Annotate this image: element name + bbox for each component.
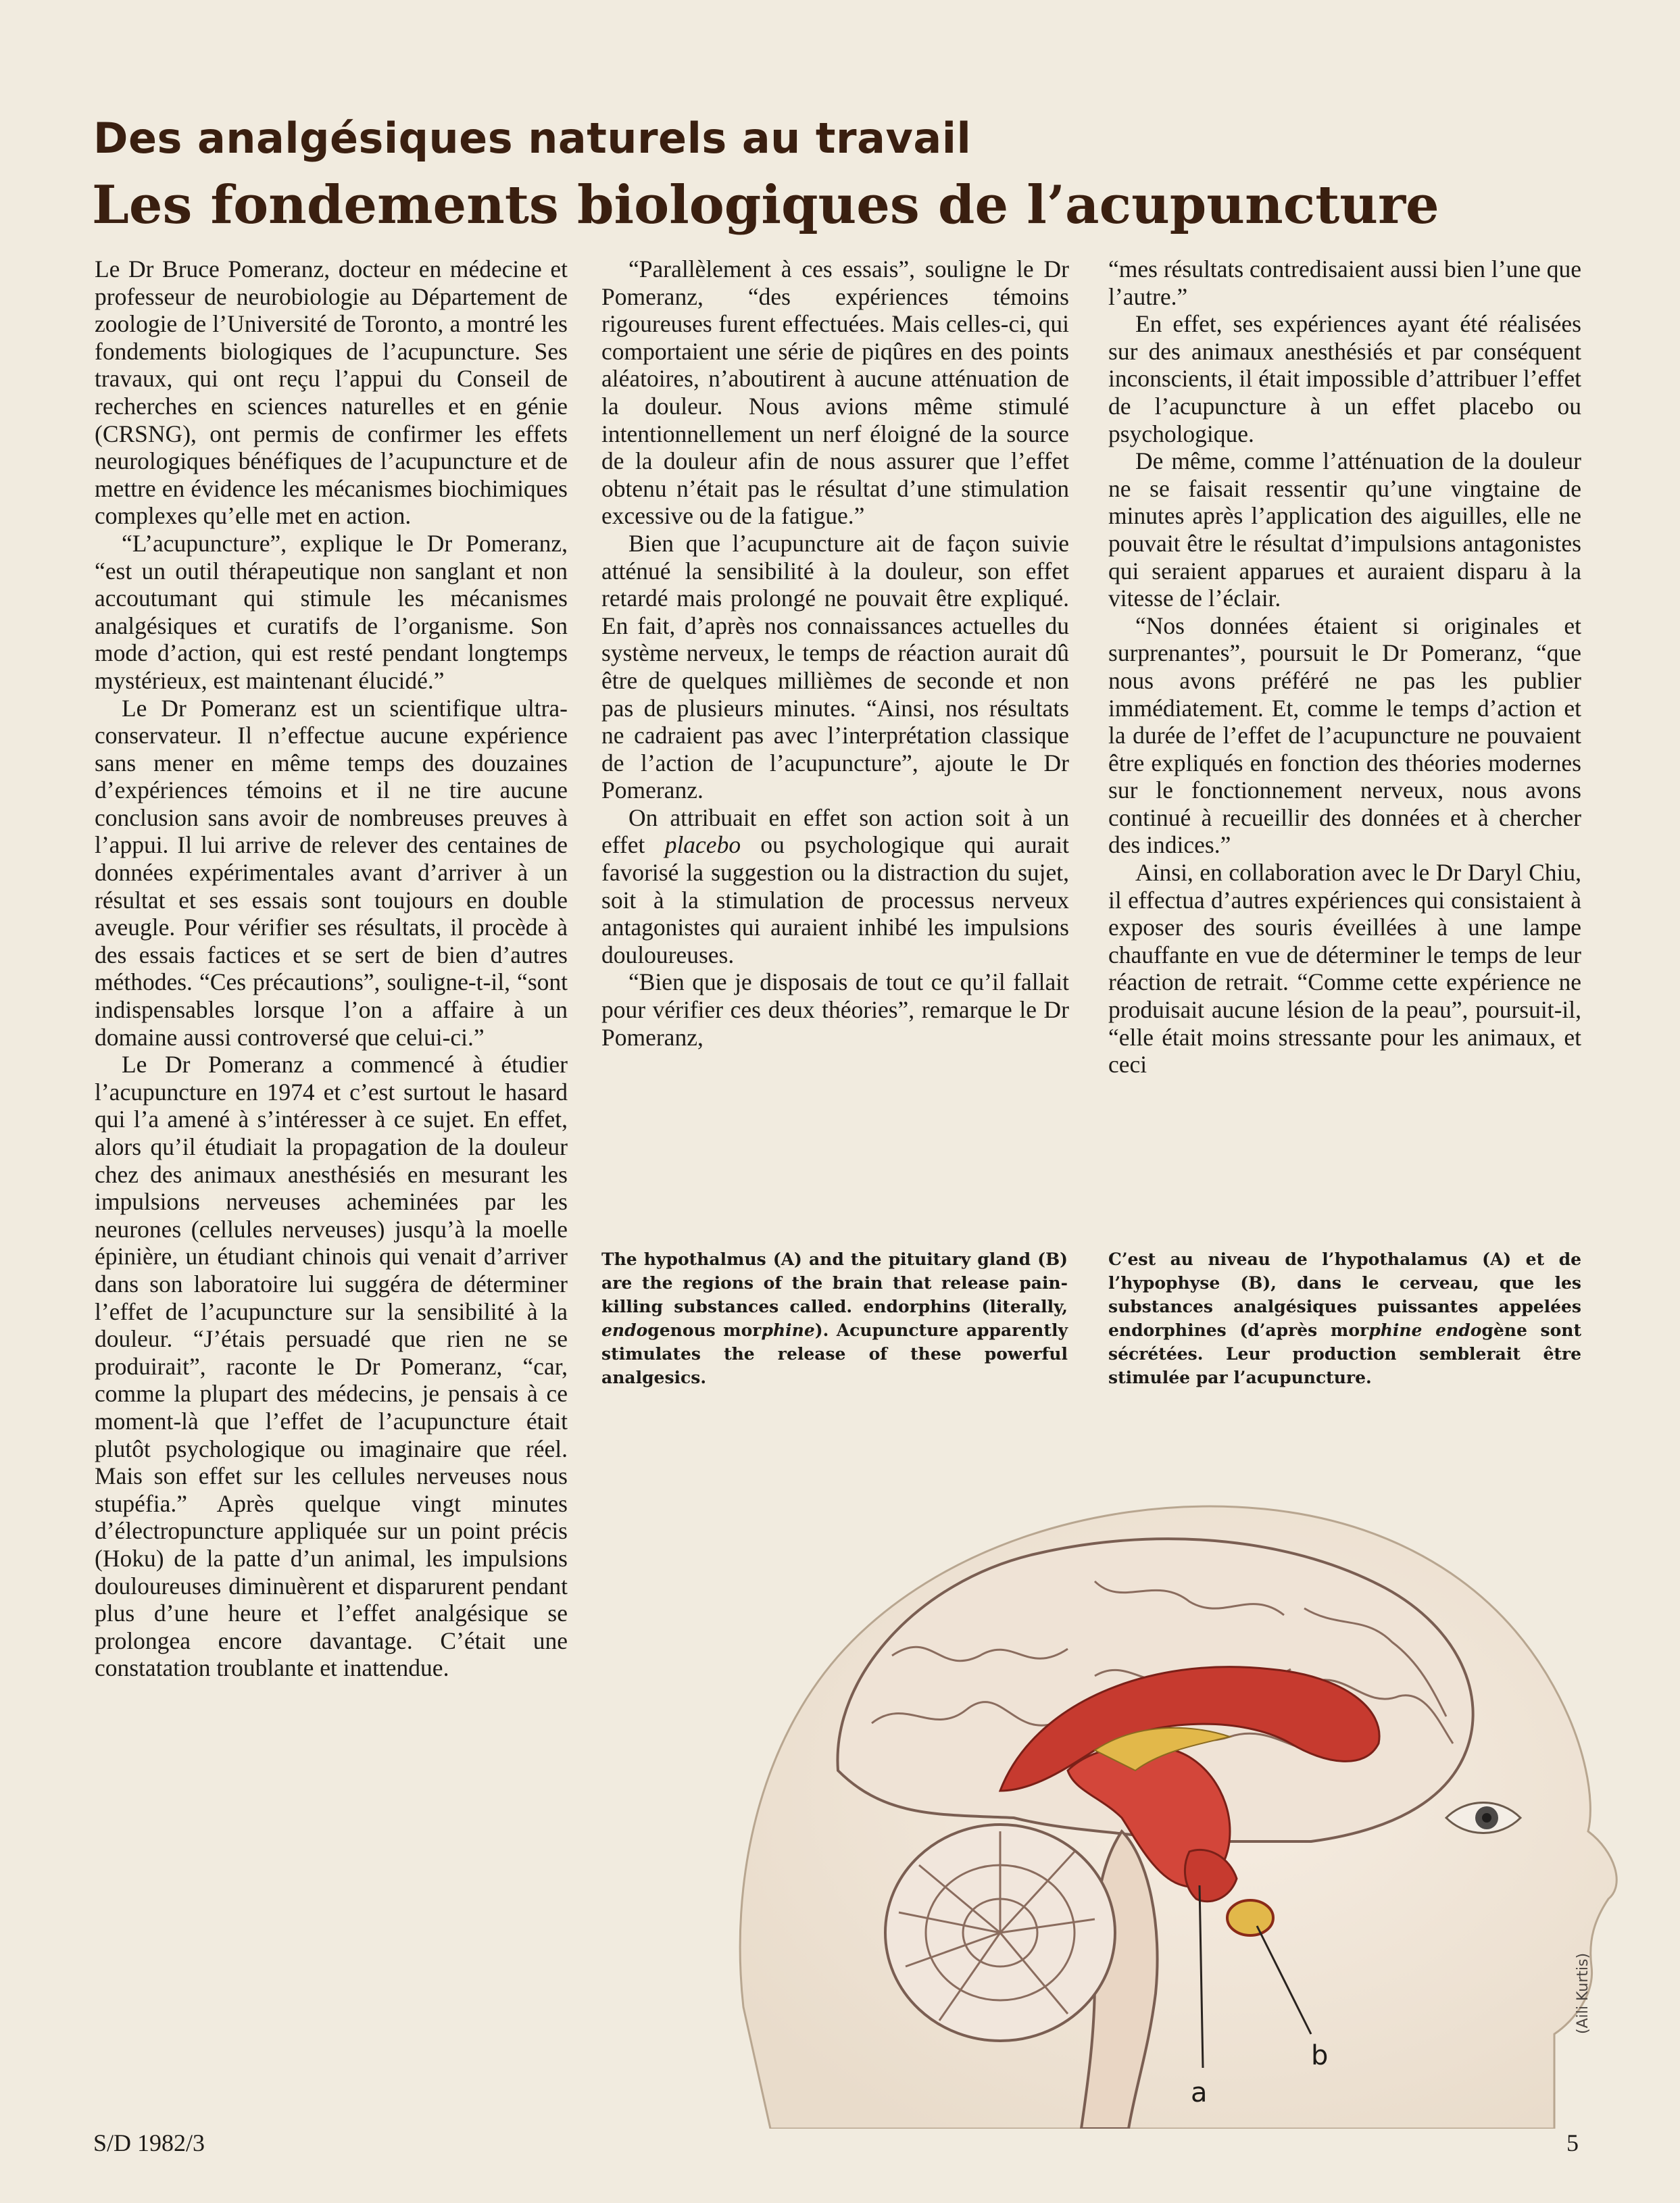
article-title: Les fondements biologiques de l’acupuncture: [92, 174, 1439, 236]
label-b: b: [1311, 2040, 1329, 2071]
text-column-1: [95, 255, 568, 1682]
text-run: The hypothalmus (A) and the pituitary gland (B) are the regions of the brain that release pain-killing substances called. endorphins (literally,: [601, 1249, 1068, 1316]
figure-caption-english: [601, 1247, 1068, 1389]
text-run: gène sont sécrétées. Leur production semblerait être stimulée par l’acupuncture.: [1108, 1320, 1581, 1387]
paragraph: “Bien que je disposais de tout ce qu’il fallait pour vérifier ces deux théories”, remarque le Dr Pomeranz,: [601, 968, 1069, 1051]
page-number: 5: [1566, 2129, 1579, 2156]
illustration-credit: (Aili Kurtis): [1575, 1952, 1591, 2034]
emphasis: phine endo: [1368, 1320, 1482, 1340]
paragraph: Le Dr Pomeranz est un scientifique ultra-conservateur. Il n’effectue aucune expérience sans mener en même temps des douzaines d’expériences témoins et il ne tire aucune conclusion sans avoir de nombreuses preuves à l’appui. Il lui arrive de relever des centaines de données expérimentales avant d’arriver à un résultat et ses essais sont toujours en double aveugle. Pour vérifier ses résultats, il procède à des essais factices et se sert de bien d’autres méthodes. “Ces précautions”, souligne-t-il, “sont indispensables lorsque l’on a affaire à un domaine aussi controversé que celui-ci.”: [95, 694, 568, 1051]
issue-number: S/D 1982/3: [93, 2129, 205, 2156]
emphasis-placebo: placebo: [664, 831, 741, 859]
paragraph: “Parallèlement à ces essais”, souligne le Dr Pomeranz, “des expériences témoins rigoureuses furent effectuées. Mais celles-ci, qui comportaient une série de piqûres en des points aléatoires, n’aboutirent à aucune atténuation de la douleur. Nous avions même stimulé intentionnellement un nerf éloigné de la source de la douleur afin de nous assurer que l’effet obtenu n’était pas le résultat d’une stimulation excessive ou de la fatigue.”: [601, 255, 1069, 530]
paragraph: En effet, ses expériences ayant été réalisées sur des animaux anesthésiés et par conséquent inconscients, il était impossible d’attribuer l’effet de l’acupuncture à un effet placebo ou psychologique.: [1108, 310, 1581, 447]
label-a: a: [1191, 2077, 1208, 2108]
text-run: On attribuait en effet son action soit à un effet: [601, 803, 1069, 859]
text-run: genous mor: [647, 1320, 762, 1340]
figure-caption-french: [1108, 1247, 1581, 1389]
article-kicker: Des analgésiques naturels au travail: [93, 114, 972, 163]
paragraph: [601, 804, 1069, 969]
brain-cross-section-illustration: [716, 1453, 1635, 2129]
pituitary-gland: [1227, 1900, 1273, 1935]
cerebellum: [885, 1825, 1115, 2041]
paragraph: “L’acupuncture”, explique le Dr Pomeranz, “est un outil thérapeutique non sanglant et non accoutumant qui stimule les mécanismes analgésiques et curatifs de l’organisme. Son mode d’action, qui est resté pendant longtemps mystérieux, est maintenant élucidé.”: [95, 529, 568, 694]
text-run: ). Acupuncture apparently stimulates the release of these powerful analgesics.: [601, 1320, 1068, 1387]
paragraph: De même, comme l’atténuation de la douleur ne se faisait ressentir qu’une vingtaine de minutes après l’application des aiguilles, elle ne pouvait être le résultat d’impulsions antagonistes qui seraient apparues et auraient disparu à la vitesse de l’éclair.: [1108, 447, 1581, 612]
paragraph: “mes résultats contredisaient aussi bien l’une que l’autre.”: [1108, 255, 1581, 310]
text-run: C’est au niveau de l’hypothalamus (A) et de l’hypophyse (B), dans le cerveau, que les substances analgésiques puissantes appelées endorphines (d’après mor: [1108, 1249, 1581, 1340]
text-column-3: [1108, 255, 1581, 1079]
paragraph: Le Dr Pomeranz a commencé à étudier l’acupuncture en 1974 et c’est surtout le hasard qui l’a amené à s’intéresser à ce sujet. En effet, alors qu’il étudiait la propagation de la douleur chez des animaux anesthésiés en mesurant les impulsions nerveuses acheminées par les neurones (cellules nerveuses) jusqu’à la moelle épinière, un étudiant chinois qui venait d’arriver dans son laboratoire lui suggéra de déterminer l’effet de l’acupuncture sur la sensibilité à la douleur. “J’étais persuadé que rien ne se produirait”, raconte le Dr Pomeranz, “car, comme la plupart des médecins, je pensais à ce moment-là que l’effet de l’acupuncture était plutôt psychologique ou imaginaire que réel. Mais son effet sur les cellules nerveuses nous stupéfia.” Après quelque vingt minutes d’électropuncture appliquée sur un point précis (Hoku) de la patte d’un animal, les impulsions douloureuses diminuèrent et disparurent pendant plus d’une heure et l’effet analgésique se prolongea encore davantage. C’était une constatation troublante et inattendue.: [95, 1051, 568, 1682]
paragraph: Le Dr Bruce Pomeranz, docteur en médecine et professeur de neurobiologie au Département de zoologie de l’Université de Toronto, a montré les fondements biologiques de l’acupuncture. Ses travaux, qui ont reçu l’appui du Conseil de recherches en sciences naturelles et en génie (CRSNG), ont permis de confirmer les effets neurologiques bénéfiques de l’acupuncture et de mettre en évidence les mécanismes biochimiques complexes qu’elle met en action.: [95, 255, 568, 530]
paragraph: “Nos données étaient si originales et surprenantes”, poursuit le Dr Pomeranz, “que nous avons préféré ne pas les publier immédiatement. Et, comme le temps d’action et la durée de l’effet de l’acupuncture ne pouvaient être expliqués en fonction des théories modernes sur le fonctionnement nerveux, nous avons continué à recueillir des données et à chercher des indices.”: [1108, 612, 1581, 859]
emphasis: endo: [601, 1320, 648, 1340]
emphasis: phine: [761, 1320, 815, 1340]
text-column-2: [601, 255, 1069, 1051]
paragraph: Bien que l’acupuncture ait de façon suivie atténué la sensibilité à la douleur, son effet retardé mais prolongé ne pouvait être expliqué. En fait, d’après nos connaissances actuelles du système nerveux, le temps de réaction aurait dû être de quelques millièmes de seconde et non pas de plusieurs minutes. “Ainsi, nos résultats ne cadraient pas avec l’interprétation classique de l’action de l’acupuncture”, ajoute le Dr Pomeranz.: [601, 529, 1069, 804]
text-run: ou psychologique qui aurait favorisé la suggestion ou la distraction du sujet, soit à la stimulation de processus nerveux antagonistes qui auraient inhibé les impulsions douloureuses.: [601, 831, 1069, 968]
paragraph: Ainsi, en collaboration avec le Dr Daryl Chiu, il effectua d’autres expériences qui consistaient à exposer des souris éveillées à une lampe chauffante en vue de déterminer le temps de leur réaction de retrait. “Comme cette expérience ne produisait aucune lésion de la peau”, poursuit-il, “elle était moins stressante pour les animaux, et ceci: [1108, 859, 1581, 1079]
